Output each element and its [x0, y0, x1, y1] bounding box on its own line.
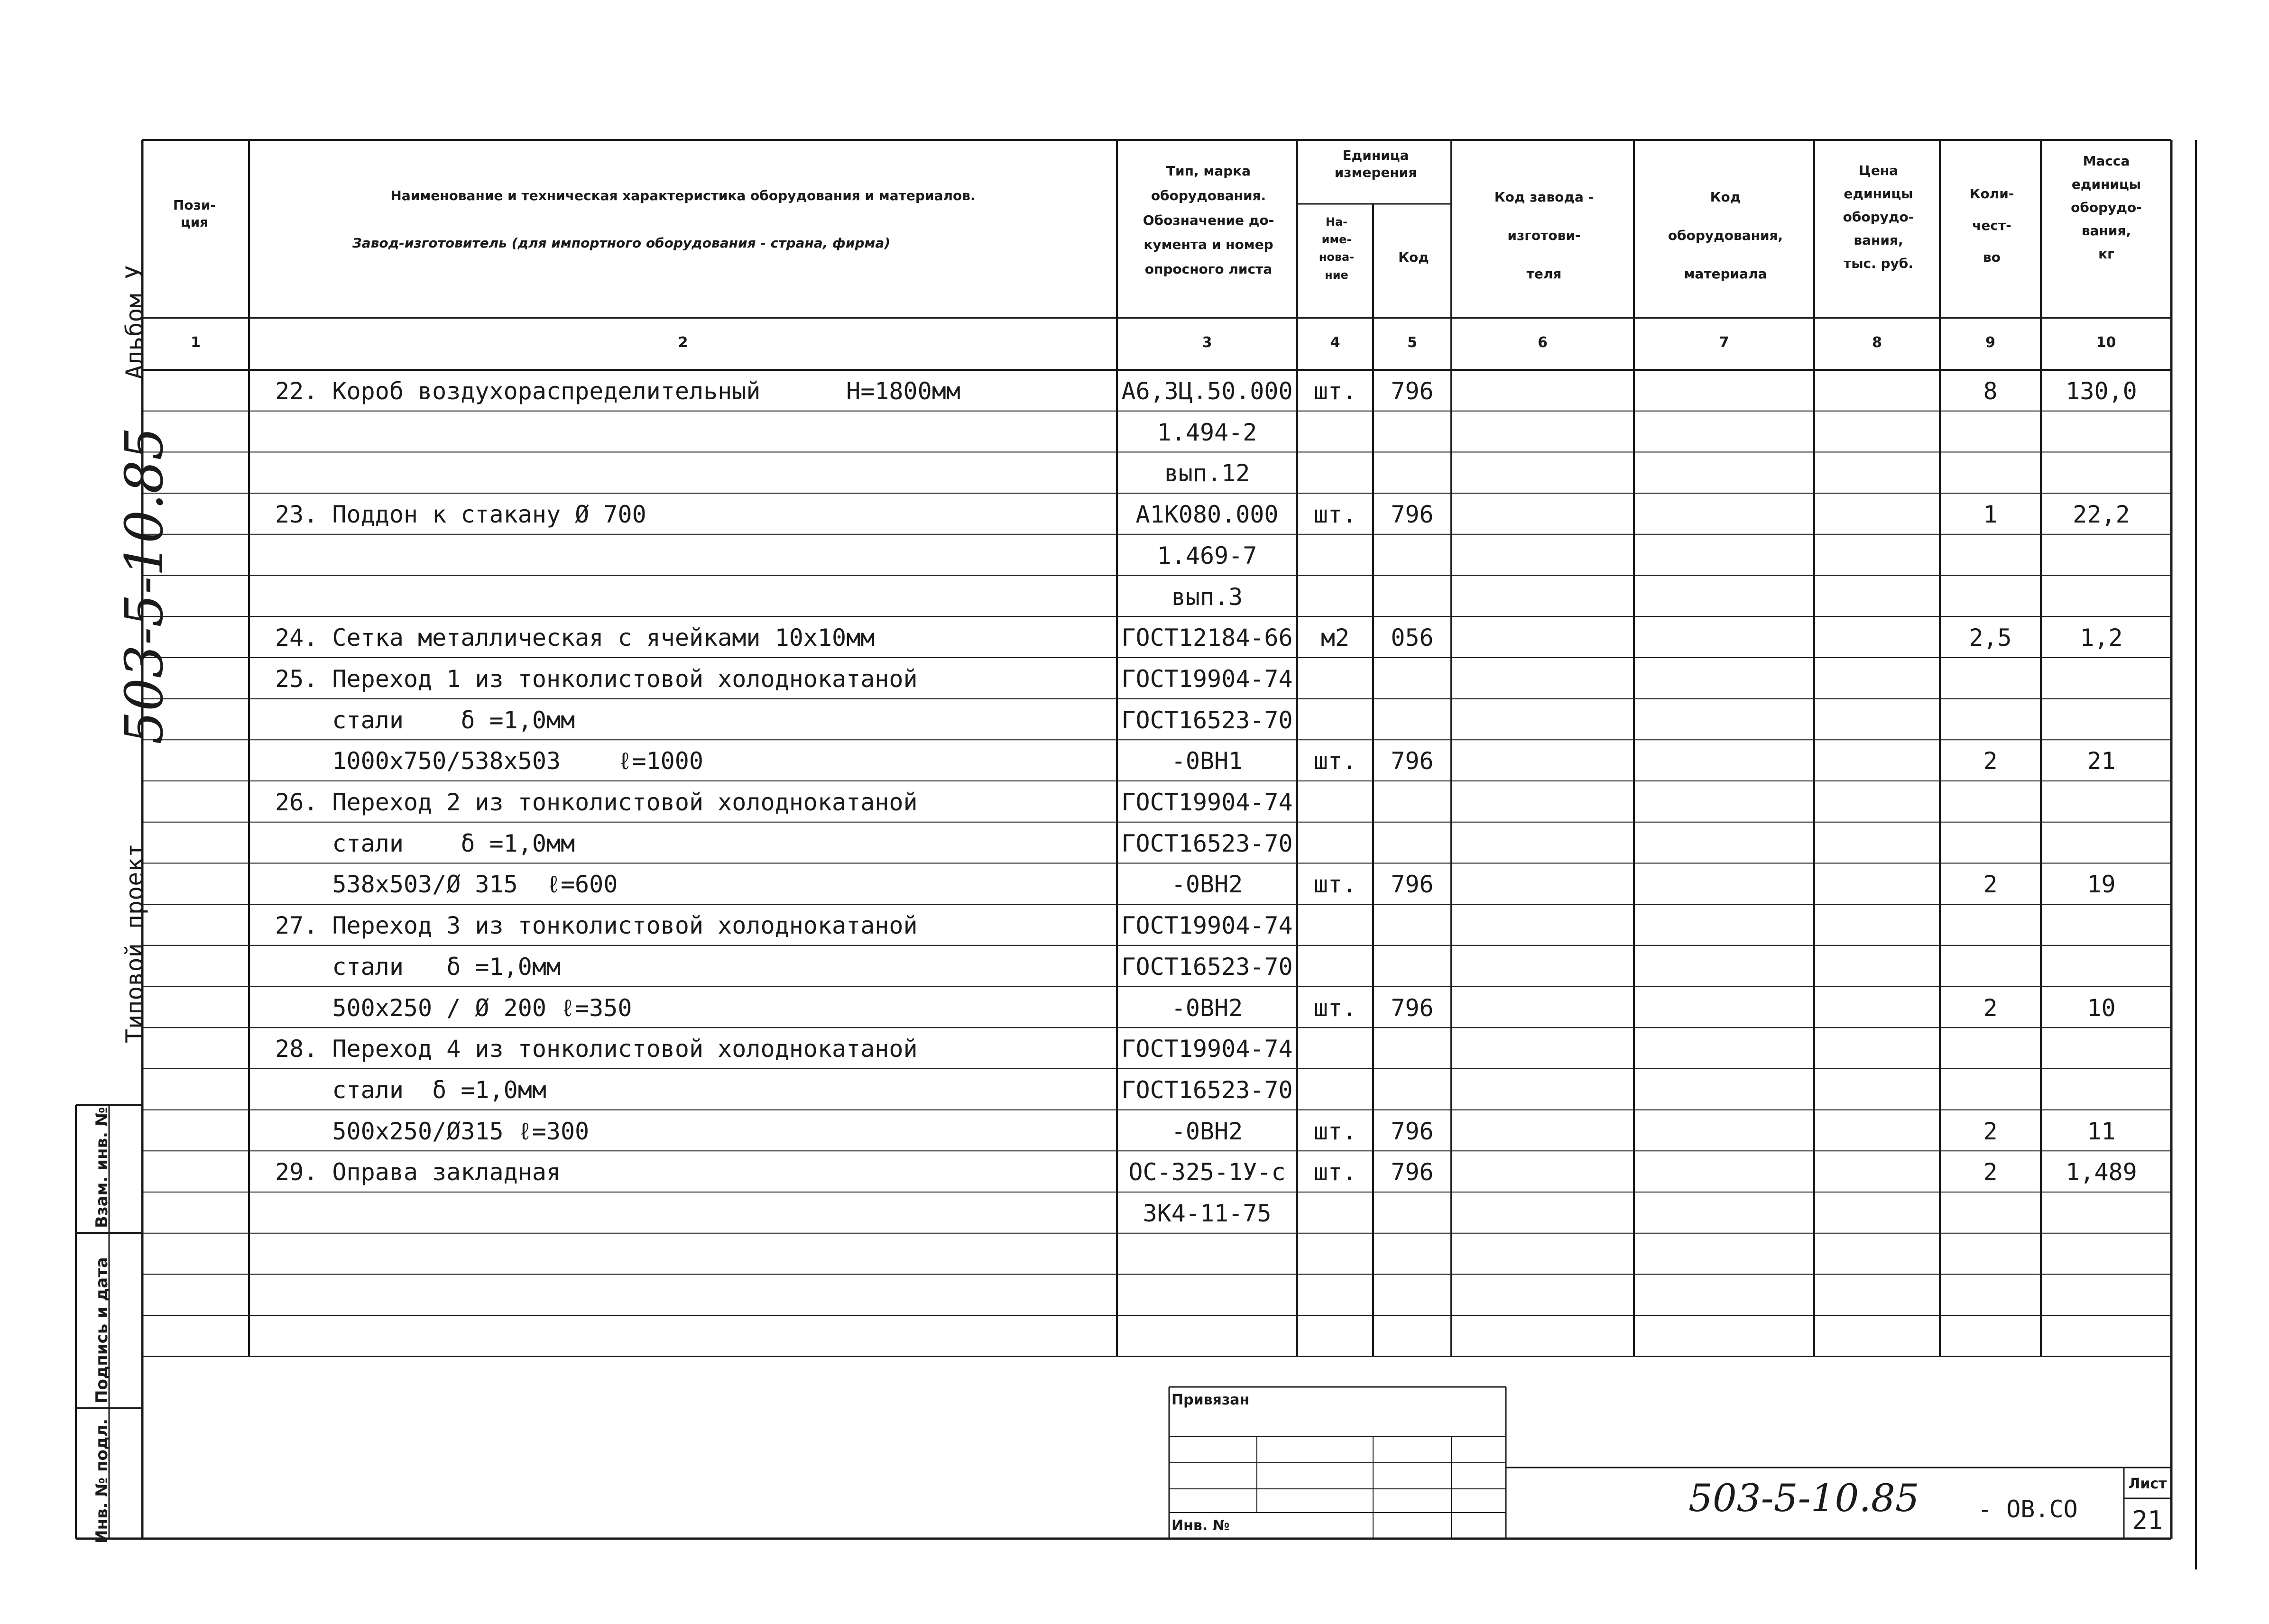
row-type: ГОСТ16523-70: [1121, 953, 1293, 981]
row-type: ГОСТ19904-74: [1121, 1035, 1293, 1063]
row-unit-code: 796: [1391, 1117, 1434, 1145]
row-name: стали δ =1,0мм: [275, 829, 575, 857]
row-quantity: 2: [1983, 1158, 1998, 1186]
row-unit-code: 796: [1391, 747, 1434, 775]
header-unit-code: Код: [1398, 249, 1429, 265]
column-number: 5: [1407, 334, 1417, 351]
stamp-attached: Привязан: [1171, 1392, 1250, 1408]
row-name: 500х250/Ø315 ℓ=300: [275, 1117, 590, 1145]
row-name: 538х503/Ø 315 ℓ=600: [275, 871, 618, 899]
column-number: 6: [1538, 334, 1548, 351]
album-label: Альбом У: [121, 265, 148, 379]
row-mass: 21: [2087, 747, 2116, 775]
header-quantity: Коли- чест- во: [1969, 186, 2014, 266]
sheet-number: 21: [2132, 1505, 2163, 1535]
row-unit-code: 796: [1391, 501, 1434, 529]
row-type: 3К4-11-75: [1143, 1200, 1272, 1227]
row-type: -0ВН1: [1171, 747, 1243, 775]
row-type: -0ВН2: [1171, 1117, 1243, 1145]
row-name: стали δ =1,0мм: [275, 953, 561, 981]
row-name: 23. Поддон к стакану Ø 700: [275, 501, 646, 529]
stamp-inv-no: Инв. №: [1171, 1517, 1230, 1534]
column-number: 4: [1330, 334, 1340, 351]
row-mass: 22,2: [2073, 501, 2130, 529]
header-equipment-code: Код оборудования, материала: [1668, 189, 1783, 282]
row-name: 26. Переход 2 из тонколистовой холоднокатаной: [275, 789, 918, 816]
row-type: ГОСТ12184-66: [1121, 624, 1293, 652]
header-type: Тип, марка оборудования. Обозначение до- кумента и номер опросного листа: [1143, 163, 1274, 277]
row-type: А6,3Ц.50.000: [1121, 377, 1293, 405]
margin-box-inv-orig: Инв. № подл.: [92, 1418, 111, 1543]
row-unit-code: 796: [1391, 1158, 1434, 1186]
row-name: 24. Сетка металлическая с ячейками 10х10мм: [275, 624, 875, 652]
sheet-label: Лист: [2128, 1476, 2167, 1492]
row-unit: шт.: [1313, 377, 1357, 405]
row-mass: 19: [2087, 871, 2116, 899]
row-unit-code: 056: [1391, 624, 1434, 652]
row-type: 1.494-2: [1157, 418, 1257, 446]
row-quantity: 8: [1983, 377, 1998, 405]
row-type: ГОСТ19904-74: [1121, 789, 1293, 816]
row-unit-code: 796: [1391, 994, 1434, 1022]
column-number: 8: [1872, 334, 1882, 351]
column-number: 2: [678, 334, 688, 351]
row-name: 25. Переход 1 из тонколистовой холоднокатаной: [275, 665, 918, 693]
row-quantity: 1: [1983, 501, 1998, 529]
margin-box-replace-inv: Взам. инв. №: [92, 1107, 111, 1228]
row-type: ГОСТ16523-70: [1121, 829, 1293, 857]
column-number: 7: [1719, 334, 1729, 351]
row-type: ГОСТ19904-74: [1121, 665, 1293, 693]
row-type: А1К080.000: [1135, 501, 1279, 529]
row-unit: шт.: [1313, 1158, 1357, 1186]
header-unit-name: На- име- нова- ние: [1319, 215, 1355, 282]
doc-suffix: - ОВ.СО: [1978, 1496, 2078, 1523]
row-type: ОС-325-1У-с: [1128, 1158, 1286, 1186]
row-type: вып.3: [1171, 583, 1243, 611]
row-name: стали δ =1,0мм: [275, 706, 575, 734]
row-type: ГОСТ16523-70: [1121, 706, 1293, 734]
margin-box-signature: Подпись и дата: [92, 1257, 111, 1404]
row-mass: 130,0: [2066, 377, 2137, 405]
row-mass: 1,489: [2066, 1158, 2137, 1186]
row-name: 29. Оправа закладная: [275, 1158, 561, 1186]
row-type: вып.12: [1164, 459, 1250, 487]
row-type: -0ВН2: [1171, 871, 1243, 899]
row-type: 1.469-7: [1157, 541, 1257, 569]
column-number: 1: [191, 334, 201, 351]
row-name: 28. Переход 4 из тонколистовой холоднокатаной: [275, 1035, 918, 1063]
doc-code-handwritten: 503-5-10.85: [1688, 1476, 1919, 1520]
row-name: 22. Короб воздухораспределительный Н=1800мм: [275, 377, 960, 405]
row-name: 1000х750/538х503 ℓ=1000: [275, 747, 703, 775]
row-unit: шт.: [1313, 747, 1357, 775]
header-unit-title: Единица измерения: [1334, 147, 1417, 181]
row-unit: шт.: [1313, 1117, 1357, 1145]
row-quantity: 2,5: [1969, 624, 2012, 652]
row-unit-code: 796: [1391, 377, 1434, 405]
header-name-line2: Завод-изготовитель (для импортного оборудования - страна, фирма): [352, 235, 891, 251]
project-number-handwritten: 503-5-10.85: [114, 427, 175, 744]
row-name: 27. Переход 3 из тонколистовой холоднокатаной: [275, 912, 918, 940]
column-number: 10: [2096, 334, 2116, 351]
row-unit: шт.: [1313, 501, 1357, 529]
header-position: Пози- ция: [173, 197, 216, 230]
header-price: Цена единицы оборудо- вания, тыс. руб.: [1843, 163, 1914, 271]
row-unit-code: 796: [1391, 871, 1434, 899]
header-factory-code: Код завода - изготови- теля: [1494, 189, 1594, 282]
row-mass: 11: [2087, 1117, 2116, 1145]
row-unit: м2: [1320, 624, 1350, 652]
row-quantity: 2: [1983, 994, 1998, 1022]
row-mass: 1,2: [2080, 624, 2123, 652]
column-number: 3: [1202, 334, 1212, 351]
row-quantity: 2: [1983, 1117, 1998, 1145]
row-mass: 10: [2087, 994, 2116, 1022]
row-type: ГОСТ16523-70: [1121, 1076, 1293, 1104]
column-number: 9: [1985, 334, 1995, 351]
row-quantity: 2: [1983, 871, 1998, 899]
header-mass: Масса единицы оборудо- вания, кг: [2071, 153, 2142, 262]
row-unit: шт.: [1313, 994, 1357, 1022]
header-name-line1: Наименование и техническая характеристика оборудования и материалов.: [390, 188, 976, 203]
row-name: 500х250 / Ø 200 ℓ=350: [275, 994, 632, 1022]
row-name: стали δ =1,0мм: [275, 1076, 546, 1104]
row-unit: шт.: [1313, 871, 1357, 899]
project-type-label: Типовой проект: [121, 843, 148, 1043]
row-type: -0ВН2: [1171, 994, 1243, 1022]
row-type: ГОСТ19904-74: [1121, 912, 1293, 940]
row-quantity: 2: [1983, 747, 1998, 775]
